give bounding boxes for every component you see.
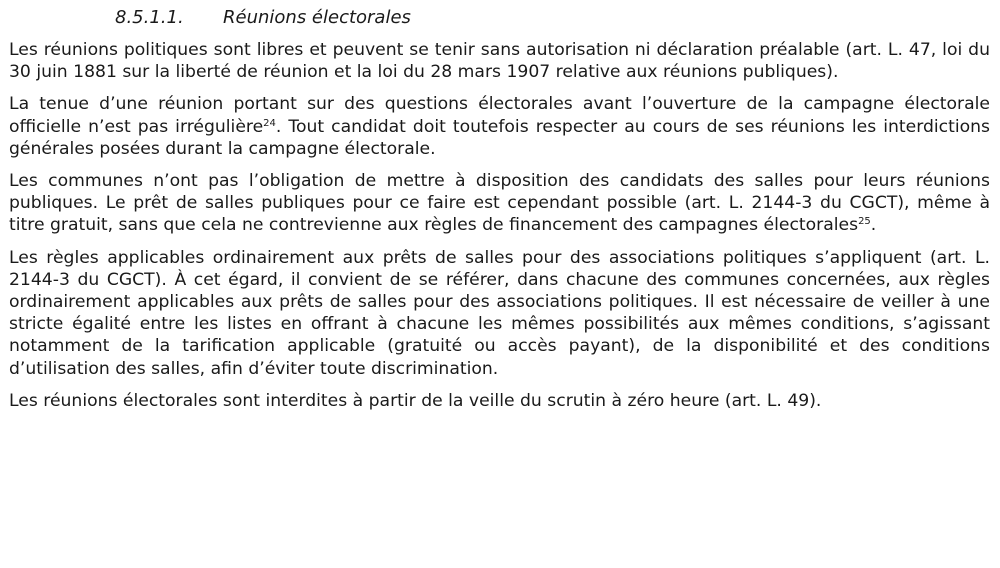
paragraph-1-text: Les réunions politiques sont libres et peuvent se tenir sans autorisation ni déclaration préalable (art. L. 47, loi du 30 juin 1881 sur la liberté de réunion et la loi du 28 mars 1907 relative aux réunions publiques). [9,40,990,83]
paragraph-2-text-before: La tenue d’une réunion portant sur des questions électorales avant l’ouverture de la campagne électorale officielle n’est pas irrégulière [9,94,990,137]
footnote-ref-25[interactable]: 25 [858,216,871,228]
paragraph-4 [9,247,990,380]
section-number: 8.5.1.1. [115,7,184,28]
paragraph-2 [9,93,990,160]
section-title: Réunions électorales [223,7,411,28]
section-heading [9,6,990,30]
paragraph-5-text: Les réunions électorales sont interdites à partir de la veille du scrutin à zéro heure (art. L. 49). [9,390,822,411]
footnote-ref-24[interactable]: 24 [263,117,276,129]
paragraph-2-text-after: . Tout candidat doit toutefois respecter au cours de ses réunions les interdictions générales posées durant la campagne électorale. [9,116,990,159]
paragraph-1 [9,39,990,83]
paragraph-3-text-after: . [870,215,877,236]
paragraph-3 [9,170,990,237]
paragraph-5 [9,390,990,412]
paragraph-4-text: Les règles applicables ordinairement aux prêts de salles pour des associations politiques s’appliquent (art. L. 2144-3 du CGCT). À cet égard, il convient de se référer, dans chacune des communes concernées, aux règles ordinairement applicables aux prêts de salles pour des associations politiques. Il est nécessaire de veiller à une stricte égalité entre les listes en offrant à chacune les mêmes possibilités aux mêmes conditions, s’agissant notamment de la tarification applicable (gratuité ou accès payant), de la disponibilité et des conditions d’utilisation des salles, afin d’éviter toute discrimination. [9,247,990,379]
paragraph-3-text-before: Les communes n’ont pas l’obligation de mettre à disposition des candidats des salles pour leurs réunions publiques. Le prêt de salles publiques pour ce faire est cependant possible (art. L. 2144-3 du CGCT), même à titre gratuit, sans que cela ne contrevienne aux règles de financement des campagnes électorales [9,171,990,236]
